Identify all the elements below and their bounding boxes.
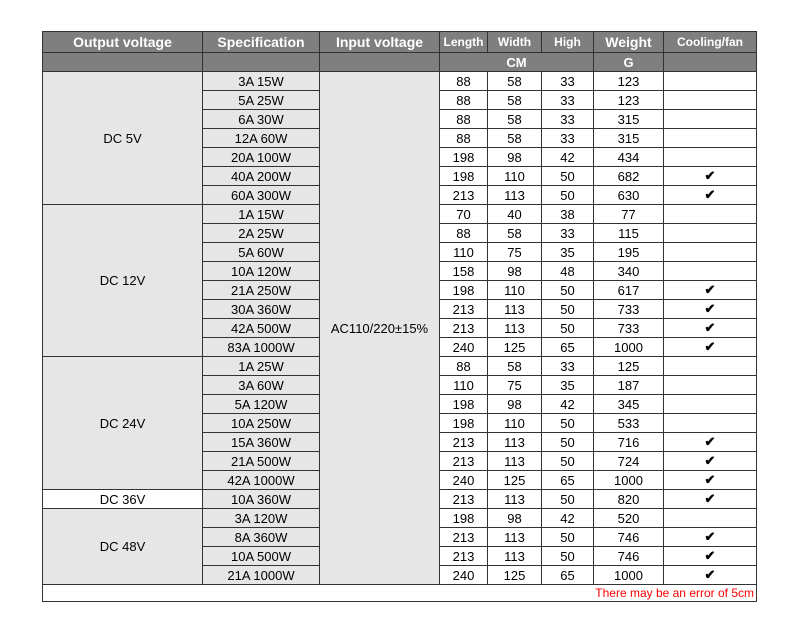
spec-cell: 10A 120W [203,262,320,281]
checkmark-icon: ✔ [704,529,716,544]
unit-weight: G [594,53,664,72]
spec-cell: 83A 1000W [203,338,320,357]
checkmark-icon: ✔ [704,282,716,297]
unit-blank [203,53,320,72]
weight-cell: 617 [594,281,664,300]
cooling-cell [664,91,757,110]
width-cell: 113 [488,490,542,509]
high-cell: 38 [542,205,594,224]
high-cell: 50 [542,452,594,471]
weight-cell: 1000 [594,338,664,357]
spec-cell: 10A 500W [203,547,320,566]
width-cell: 125 [488,471,542,490]
unit-row [43,53,757,72]
header-cooling: Cooling/fan [664,32,757,53]
width-cell: 58 [488,129,542,148]
spec-cell: 15A 360W [203,433,320,452]
checkmark-icon: ✔ [704,187,716,202]
cooling-cell [664,110,757,129]
header-high: High [542,32,594,53]
output-voltage-cell: DC 24V [43,357,203,490]
high-cell: 42 [542,148,594,167]
weight-cell: 125 [594,357,664,376]
cooling-cell [664,186,757,205]
error-note: There may be an error of 5cm [43,585,757,602]
length-cell: 110 [440,243,488,262]
high-cell: 50 [542,300,594,319]
header-input-voltage: Input voltage [320,32,440,53]
header-specification: Specification [203,32,320,53]
length-cell: 198 [440,167,488,186]
unit-blank [664,53,757,72]
length-cell: 213 [440,528,488,547]
width-cell: 98 [488,509,542,528]
cooling-cell [664,471,757,490]
note-row [43,585,757,602]
cooling-cell [664,433,757,452]
weight-cell: 315 [594,129,664,148]
header-length: Length [440,32,488,53]
spec-cell: 21A 250W [203,281,320,300]
spec-cell: 42A 500W [203,319,320,338]
width-cell: 58 [488,357,542,376]
length-cell: 213 [440,547,488,566]
spec-cell: 3A 15W [203,72,320,91]
cooling-cell [664,129,757,148]
high-cell: 65 [542,566,594,585]
checkmark-icon: ✔ [704,567,716,582]
width-cell: 58 [488,224,542,243]
width-cell: 113 [488,433,542,452]
high-cell: 50 [542,547,594,566]
length-cell: 88 [440,72,488,91]
high-cell: 50 [542,167,594,186]
spec-cell: 1A 25W [203,357,320,376]
weight-cell: 520 [594,509,664,528]
cooling-cell [664,72,757,91]
spec-cell: 5A 120W [203,395,320,414]
checkmark-icon: ✔ [704,320,716,335]
high-cell: 50 [542,281,594,300]
cooling-cell [664,376,757,395]
high-cell: 50 [542,414,594,433]
length-cell: 158 [440,262,488,281]
high-cell: 33 [542,110,594,129]
width-cell: 113 [488,319,542,338]
unit-dimension: CM [440,53,594,72]
length-cell: 198 [440,148,488,167]
cooling-cell [664,528,757,547]
high-cell: 35 [542,376,594,395]
length-cell: 198 [440,395,488,414]
high-cell: 33 [542,129,594,148]
spec-cell: 21A 500W [203,452,320,471]
high-cell: 33 [542,357,594,376]
length-cell: 240 [440,566,488,585]
weight-cell: 716 [594,433,664,452]
header-row [43,32,757,53]
spec-cell: 6A 30W [203,110,320,129]
width-cell: 98 [488,148,542,167]
weight-cell: 746 [594,547,664,566]
high-cell: 50 [542,490,594,509]
high-cell: 65 [542,471,594,490]
weight-cell: 1000 [594,566,664,585]
weight-cell: 195 [594,243,664,262]
length-cell: 198 [440,281,488,300]
length-cell: 213 [440,319,488,338]
width-cell: 75 [488,376,542,395]
spec-cell: 30A 360W [203,300,320,319]
width-cell: 110 [488,414,542,433]
spec-cell: 5A 25W [203,91,320,110]
cooling-cell [664,395,757,414]
width-cell: 98 [488,395,542,414]
weight-cell: 630 [594,186,664,205]
high-cell: 33 [542,72,594,91]
output-voltage-cell: DC 5V [43,72,203,205]
spec-table [42,31,757,602]
width-cell: 58 [488,110,542,129]
checkmark-icon: ✔ [704,453,716,468]
spec-cell: 5A 60W [203,243,320,262]
unit-blank [320,53,440,72]
spec-cell: 20A 100W [203,148,320,167]
header-output-voltage: Output voltage [43,32,203,53]
width-cell: 113 [488,547,542,566]
high-cell: 50 [542,528,594,547]
spec-cell: 10A 250W [203,414,320,433]
length-cell: 213 [440,490,488,509]
length-cell: 240 [440,338,488,357]
weight-cell: 123 [594,91,664,110]
spec-cell: 2A 25W [203,224,320,243]
high-cell: 48 [542,262,594,281]
high-cell: 50 [542,186,594,205]
weight-cell: 315 [594,110,664,129]
width-cell: 58 [488,91,542,110]
width-cell: 58 [488,72,542,91]
weight-cell: 682 [594,167,664,186]
weight-cell: 1000 [594,471,664,490]
width-cell: 98 [488,262,542,281]
length-cell: 240 [440,471,488,490]
cooling-cell [664,566,757,585]
output-voltage-cell: DC 48V [43,509,203,585]
high-cell: 33 [542,91,594,110]
checkmark-icon: ✔ [704,434,716,449]
length-cell: 88 [440,224,488,243]
spec-cell: 12A 60W [203,129,320,148]
weight-cell: 340 [594,262,664,281]
checkmark-icon: ✔ [704,339,716,354]
width-cell: 113 [488,186,542,205]
input-voltage-cell: AC110/220±15% [320,72,440,585]
cooling-cell [664,357,757,376]
cooling-cell [664,319,757,338]
length-cell: 88 [440,357,488,376]
weight-cell: 115 [594,224,664,243]
header-width: Width [488,32,542,53]
weight-cell: 733 [594,319,664,338]
cooling-cell [664,452,757,471]
weight-cell: 724 [594,452,664,471]
weight-cell: 77 [594,205,664,224]
spec-cell: 1A 15W [203,205,320,224]
spec-cell: 42A 1000W [203,471,320,490]
length-cell: 88 [440,91,488,110]
spec-cell: 60A 300W [203,186,320,205]
length-cell: 88 [440,110,488,129]
cooling-cell [664,243,757,262]
width-cell: 110 [488,167,542,186]
length-cell: 213 [440,433,488,452]
spec-cell: 3A 120W [203,509,320,528]
table-body [43,72,757,585]
spec-cell: 3A 60W [203,376,320,395]
high-cell: 42 [542,395,594,414]
width-cell: 75 [488,243,542,262]
width-cell: 113 [488,300,542,319]
output-voltage-cell: DC 12V [43,205,203,357]
weight-cell: 345 [594,395,664,414]
weight-cell: 746 [594,528,664,547]
weight-cell: 733 [594,300,664,319]
length-cell: 88 [440,129,488,148]
cooling-cell [664,167,757,186]
output-voltage-cell: DC 36V [43,490,203,509]
length-cell: 198 [440,509,488,528]
checkmark-icon: ✔ [704,491,716,506]
width-cell: 113 [488,452,542,471]
high-cell: 50 [542,319,594,338]
weight-cell: 187 [594,376,664,395]
table-row [43,72,757,91]
spec-cell: 21A 1000W [203,566,320,585]
cooling-cell [664,281,757,300]
length-cell: 213 [440,452,488,471]
weight-cell: 434 [594,148,664,167]
cooling-cell [664,300,757,319]
cooling-cell [664,414,757,433]
high-cell: 33 [542,224,594,243]
length-cell: 110 [440,376,488,395]
high-cell: 65 [542,338,594,357]
width-cell: 40 [488,205,542,224]
cooling-cell [664,262,757,281]
checkmark-icon: ✔ [704,548,716,563]
width-cell: 125 [488,338,542,357]
unit-blank [43,53,203,72]
width-cell: 110 [488,281,542,300]
high-cell: 42 [542,509,594,528]
cooling-cell [664,338,757,357]
width-cell: 113 [488,528,542,547]
checkmark-icon: ✔ [704,168,716,183]
checkmark-icon: ✔ [704,301,716,316]
weight-cell: 533 [594,414,664,433]
checkmark-icon: ✔ [704,472,716,487]
length-cell: 198 [440,414,488,433]
spec-cell: 10A 360W [203,490,320,509]
cooling-cell [664,490,757,509]
length-cell: 70 [440,205,488,224]
length-cell: 213 [440,186,488,205]
high-cell: 35 [542,243,594,262]
width-cell: 125 [488,566,542,585]
weight-cell: 123 [594,72,664,91]
cooling-cell [664,224,757,243]
length-cell: 213 [440,300,488,319]
spec-cell: 40A 200W [203,167,320,186]
spec-cell: 8A 360W [203,528,320,547]
cooling-cell [664,547,757,566]
cooling-cell [664,509,757,528]
header-weight: Weight [594,32,664,53]
weight-cell: 820 [594,490,664,509]
cooling-cell [664,148,757,167]
cooling-cell [664,205,757,224]
high-cell: 50 [542,433,594,452]
